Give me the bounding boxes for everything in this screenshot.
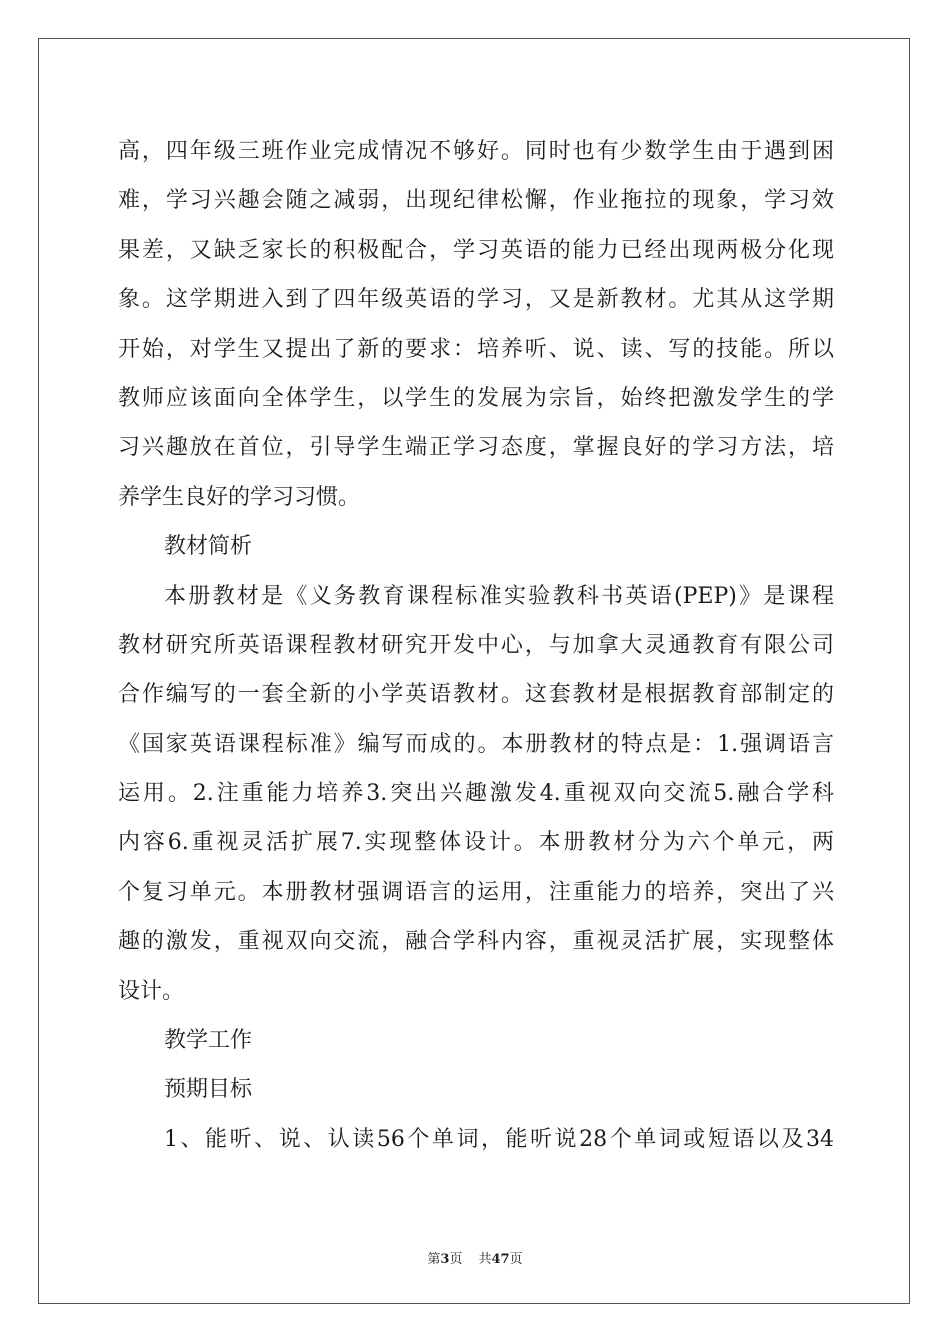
text-line: 《国家英语课程标准》编写而成的。本册教材的特点是：1.强调语言 bbox=[118, 731, 834, 757]
section-heading: 教学工作 bbox=[164, 1028, 253, 1054]
text-line: 养学生良好的学习习惯。 bbox=[118, 484, 361, 510]
text-line: 设计。 bbox=[118, 978, 185, 1004]
footer-page-word: 页 bbox=[449, 1252, 463, 1267]
footer-total-prefix: 共 bbox=[478, 1252, 492, 1267]
text-line: 本册教材是《义务教育课程标准实验教科书英语(PEP)》是课程 bbox=[164, 583, 834, 609]
text-line: 教师应该面向全体学生，以学生的发展为宗旨，始终把激发学生的学 bbox=[118, 385, 834, 411]
text-line: 1、能听、说、认读56个单词，能听说28个单词或短语以及34 bbox=[164, 1126, 834, 1152]
total-page-number: 47 bbox=[491, 1252, 510, 1267]
page-footer bbox=[0, 1248, 950, 1267]
text-line: 合作编写的一套全新的小学英语教材。这套教材是根据教育部制定的 bbox=[118, 682, 834, 708]
text-line: 果差，又缺乏家长的积极配合，学习英语的能力已经出现两极分化现 bbox=[118, 237, 834, 263]
text-line: 内容6.重视灵活扩展7.实现整体设计。本册教材分为六个单元，两 bbox=[118, 830, 834, 856]
text-line: 高，四年级三班作业完成情况不够好。同时也有少数学生由于遇到困 bbox=[118, 139, 834, 164]
section-heading: 预期目标 bbox=[164, 1077, 253, 1103]
text-line: 难，学习兴趣会随之减弱，出现纪律松懈，作业拖拉的现象，学习效 bbox=[118, 188, 834, 214]
text-line: 开始，对学生又提出了新的要求：培养听、说、读、写的技能。所以 bbox=[118, 336, 834, 362]
section-heading: 教材简析 bbox=[164, 534, 253, 560]
text-line: 个复习单元。本册教材强调语言的运用，注重能力的培养，突出了兴 bbox=[118, 879, 834, 905]
text-line: 习兴趣放在首位，引导学生端正学习态度，掌握良好的学习方法，培 bbox=[118, 435, 834, 461]
text-line: 象。这学期进入到了四年级英语的学习，又是新教材。尤其从这学期 bbox=[118, 287, 834, 313]
footer-total-suffix: 页 bbox=[509, 1252, 523, 1267]
current-page-number: 3 bbox=[440, 1252, 450, 1267]
text-line: 教材研究所英语课程教材研究开发中心，与加拿大灵通教育有限公司 bbox=[118, 632, 834, 658]
document-body bbox=[118, 127, 834, 1164]
footer-prefix: 第 bbox=[427, 1252, 441, 1267]
text-line: 趣的激发，重视双向交流，融合学科内容，重视灵活扩展，实现整体 bbox=[118, 929, 834, 955]
text-line: 运用。2.注重能力培养3.突出兴趣激发4.重视双向交流5.融合学科 bbox=[118, 781, 834, 807]
